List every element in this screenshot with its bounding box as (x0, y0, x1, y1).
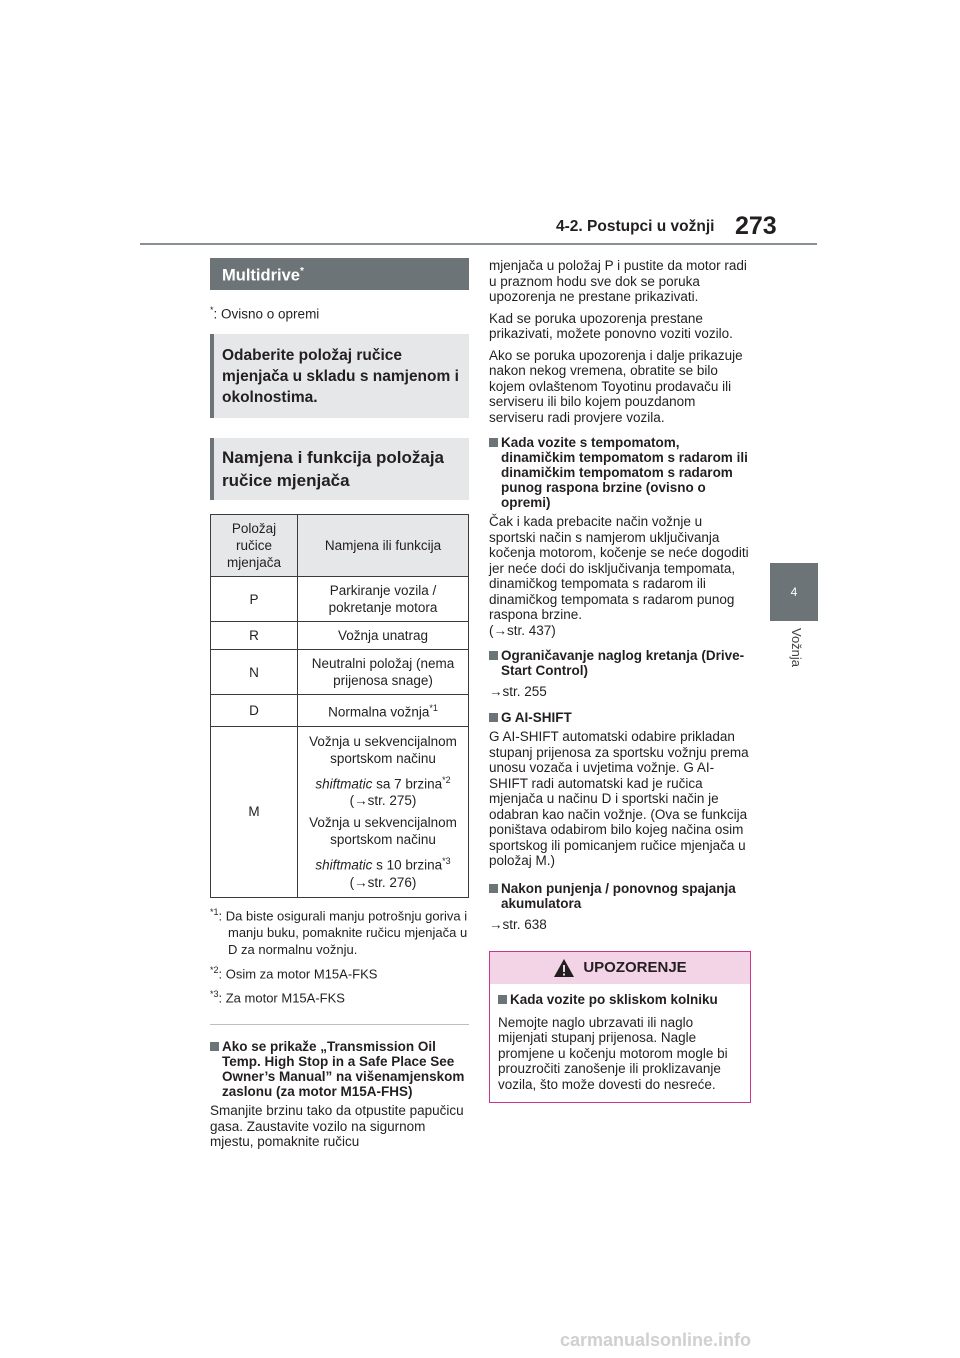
table-cell-position: P (211, 577, 298, 622)
bullet-heading: Ograničavanje naglog kretanja (Drive-Start Control) (489, 648, 751, 678)
section-title: 4-2. Postupci u vožnji (556, 218, 715, 235)
table-row (211, 650, 469, 695)
warning-header (490, 952, 750, 984)
table-cell-position: N (211, 650, 298, 695)
bullet-heading: Ako se prikaže „Transmission Oil Temp. High Stop in a Safe Place See Owner’s Manual” na višenamjenskom zaslonu (za motor M15A-FHS) (210, 1039, 469, 1099)
paragraph: Kad se poruka upozorenja prestane prikazivati, možete ponovno voziti vozilo. (489, 310, 733, 341)
paragraph: Smanjite brzinu tako da otpustite papučicu gasa. Zaustavite vozilo na sigurnom mjestu, pomaknite ručicu (210, 1103, 464, 1150)
paragraph: Čak i kada prebacite način vožnje u sportski način s namjerom uključivanja kočenja motorom, kočenje se neće dogoditi jer neće doći do isključivanja tempomata, dinamičkog tempomata s radarom ili dinamičkog tempomata s radarom punog raspona brzine. (489, 514, 749, 622)
availability-note: *: Ovisno o opremi (210, 304, 320, 321)
warning-text: Nemojte naglo ubrzavati ili naglo mijenjati stupanj prijenosa. Nagle promjene u kočenju motorom mogle bi prouzročiti zanošenje ili proklizavanje vozila, što može dovesti do nesreće. (498, 1014, 728, 1092)
page-reference[interactable]: →str. 255 (489, 684, 547, 699)
right-column (489, 258, 751, 1103)
multidrive-heading: Multidrive* (210, 258, 469, 290)
table-header-function: Namjena ili funkcija (298, 515, 469, 577)
warning-title: UPOZORENJE (583, 959, 687, 976)
section-heading: Namjena i funkcija položaja ručice mjenjača (210, 438, 469, 500)
table-cell-position: D (211, 695, 298, 727)
paragraph: G AI-SHIFT automatski odabire prikladan stupanj prijenosa za sportsku vožnju prema unosu vozača i uvjetima vožnje. G AI-SHIFT radi automatski kad je ručica mjenjača u načinu D i sportski način je odabran kao način vožnje. (Ova se funkcija poništava odabirom bilo kojeg načina osim sportskog ili pomicanjem ručice mjenjača u položaj M.) (489, 729, 749, 868)
table-row (211, 577, 469, 622)
page-number: 273 (735, 212, 777, 240)
chapter-label: Vožnja (789, 628, 804, 668)
bullet-square-icon (498, 995, 507, 1004)
footnote: $^{*3}$: Za motor M15A-FKS (210, 989, 345, 1006)
table-cell-function: Vožnja unatrag (298, 622, 469, 650)
paragraph: mjenjača u položaj P i pustite da motor radi u praznom hodu sve dok se poruka upozorenja ne prestane prikazivati. (489, 258, 747, 304)
header-divider (140, 243, 817, 245)
table-header-position: Položaj ručice mjenjača (211, 515, 298, 577)
chapter-tab[interactable] (770, 563, 818, 621)
bullet-heading: Kada vozite s tempomatom, dinamičkim tempomatom s radarom ili dinamičkim tempomatom s radarom punog raspona brzine (ovisno o opremi) (489, 435, 751, 510)
page-reference[interactable]: (→str. 437) (489, 622, 556, 638)
summary-box: Odaberite položaj ručice mjenjača u skladu s namjenom i okolnostima. (210, 334, 469, 418)
table-cell-position: M (211, 726, 298, 897)
table-header-row (211, 515, 469, 577)
table-cell-position: R (211, 622, 298, 650)
table-cell-function: Neutralni položaj (nema prijenosa snage) (298, 650, 469, 695)
page-reference[interactable]: →str. 638 (489, 916, 547, 932)
bullet-square-icon (210, 1042, 219, 1051)
table-cell-function: Parkiranje vozila / pokretanje motora (298, 577, 469, 622)
footnote: $^{*2}$: Osim za motor M15A-FKS (210, 964, 378, 982)
warning-bullet: Kada vozite po skliskom kolniku (498, 992, 742, 1007)
chapter-number: 4 (790, 585, 798, 599)
bullet-square-icon (489, 713, 498, 722)
bullet-heading: Nakon punjenja / ponovnog spajanja akumulatora (489, 881, 751, 911)
table-cell-function: Normalna vožnja$^{*1}$ (298, 695, 469, 727)
warning-triangle-icon (553, 958, 575, 978)
bullet-square-icon (489, 884, 498, 893)
bullet-square-icon (489, 438, 498, 447)
table-cell-function: Vožnja u sekvencijalnom sportskom načinu shiftmatic sa 7 brzina$^{*2}$ (→str. 275) Vožnja u sekvencijalnom sportskom načinu shiftmatic s 10 brzina$^{*3}$ (→str. 276) (298, 726, 469, 897)
paragraph: Ako se poruka upozorenja i dalje prikazuje nakon nekog vremena, obratite se bilo kojem ovlaštenom Toyotinu prodavaču ili serviseru ili bilo kojem pouzdanom serviseru radi provjere vozila. (489, 347, 743, 425)
heading-asterisk: * (299, 266, 304, 277)
left-column (210, 258, 469, 1150)
page-reference[interactable]: (→str. 275) (349, 793, 417, 808)
shift-position-table (210, 514, 469, 898)
page-reference[interactable]: (→str. 276) (349, 874, 417, 890)
divider (210, 1024, 469, 1025)
bullet-heading: G AI-SHIFT (489, 710, 751, 725)
table-row (211, 695, 469, 727)
footnote: $^{*1}$: Da biste osigurali manju potrošnju goriva i manju buku, pomaknite ručicu mjenjača u D za normalnu vožnju. (210, 906, 468, 957)
table-row (211, 726, 469, 897)
table-row (211, 622, 469, 650)
warning-box (489, 951, 751, 1104)
bullet-square-icon (489, 651, 498, 660)
watermark: carmanualsonline.info (560, 1330, 752, 1350)
